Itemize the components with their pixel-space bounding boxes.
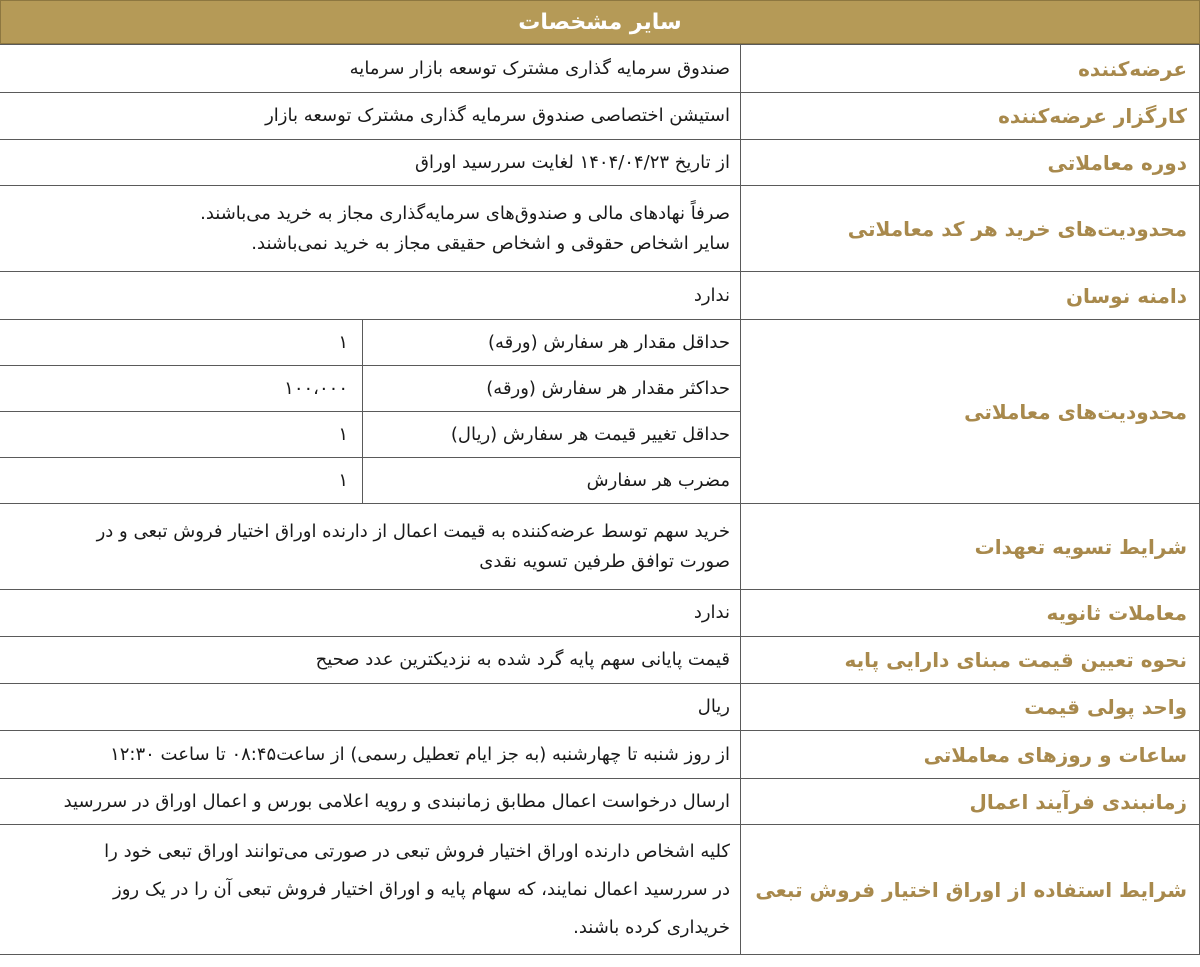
row-value-currency: ریال (0, 684, 741, 731)
text-line: خرید سهم توسط عرضه‌کننده به قیمت اعمال از دارنده اوراق اختیار فروش تبعی و در (96, 520, 730, 542)
table-row (0, 825, 1200, 955)
row-label-settlement: شرایط تسویه تعهدات (741, 504, 1200, 590)
row-value-price-range: ندارد (0, 272, 741, 320)
table-row (0, 320, 1200, 366)
row-value-exercise-schedule: ارسال درخواست اعمال مطابق زمانبندی و رویه اعلامی بورس و اعمال اوراق در سررسید (0, 779, 741, 825)
limit-name: حداقل تغییر قیمت هر سفارش (ریال) (363, 412, 741, 458)
row-label-currency: واحد پولی قیمت (741, 684, 1200, 731)
row-label-secondary: معاملات ثانویه (741, 590, 1200, 637)
table-row (0, 45, 1200, 93)
table-row (0, 684, 1200, 731)
row-label-purchase-limits: محدودیت‌های خرید هر کد معاملاتی (741, 186, 1200, 272)
row-value-settlement (0, 504, 741, 590)
table-row (0, 731, 1200, 779)
table-row (0, 272, 1200, 320)
row-value-broker: استیشن اختصاصی صندوق سرمایه گذاری مشترک توسعه بازار (0, 93, 741, 140)
text-line: صرفاً نهادهای مالی و صندوق‌های سرمایه‌گذاری مجاز به خرید می‌باشند. (200, 202, 730, 224)
row-value-base-price: قیمت پایانی سهم پایه گرد شده به نزدیکترین عدد صحیح (0, 637, 741, 684)
row-value-trading-hours: از روز شنبه تا چهارشنبه (به جز ایام تعطیل رسمی) از ساعت۰۸:۴۵ تا ساعت ۱۲:۳۰ (0, 731, 741, 779)
section-title: سایر مشخصات (0, 0, 1200, 44)
spec-table (0, 44, 1200, 955)
row-value-offerer: صندوق سرمایه گذاری مشترک توسعه بازار سرمایه (0, 45, 741, 93)
limit-value: ۱ (0, 458, 363, 504)
text-line: سایر اشخاص حقوقی و اشخاص حقیقی مجاز به خرید نمی‌باشند. (251, 232, 730, 254)
limit-value: ۱ (0, 320, 363, 366)
text-line: خریداری کرده باشند. (573, 916, 730, 938)
row-label-trading-hours: ساعات و روزهای معاملاتی (741, 731, 1200, 779)
text-line: کلیه اشخاص دارنده اوراق اختیار فروش تبعی در صورتی می‌توانند اوراق تبعی خود را (104, 840, 730, 862)
row-label-price-range: دامنه نوسان (741, 272, 1200, 320)
limit-value: ۱۰۰،۰۰۰ (0, 366, 363, 412)
row-value-trading-period: از تاریخ ۱۴۰۴/۰۴/۲۳ لغایت سررسید اوراق (0, 140, 741, 186)
table-row (0, 140, 1200, 186)
limit-name: حداکثر مقدار هر سفارش (ورقه) (363, 366, 741, 412)
text-line: صورت توافق طرفین تسویه نقدی (479, 550, 730, 572)
row-label-trading-limits: محدودیت‌های معاملاتی (741, 320, 1200, 504)
row-label-trading-period: دوره معاملاتی (741, 140, 1200, 186)
row-label-usage-conditions: شرایط استفاده از اوراق اختیار فروش تبعی (741, 825, 1200, 955)
text-line: در سررسید اعمال نمایند، که سهام پایه و اوراق اختیار فروش تبعی آن را در یک روز (113, 878, 730, 900)
table-row (0, 779, 1200, 825)
row-value-purchase-limits (0, 186, 741, 272)
limit-name: مضرب هر سفارش (363, 458, 741, 504)
row-label-base-price: نحوه تعیین قیمت مبنای دارایی پایه (741, 637, 1200, 684)
row-label-exercise-schedule: زمانبندی فرآیند اعمال (741, 779, 1200, 825)
row-label-offerer: عرضه‌کننده (741, 45, 1200, 93)
row-value-secondary: ندارد (0, 590, 741, 637)
table-row (0, 93, 1200, 140)
row-value-usage-conditions (0, 825, 741, 955)
row-label-broker: کارگزار عرضه‌کننده (741, 93, 1200, 140)
table-row (0, 504, 1200, 590)
table-row (0, 186, 1200, 272)
table-row (0, 637, 1200, 684)
limit-name: حداقل مقدار هر سفارش (ورقه) (363, 320, 741, 366)
table-row (0, 590, 1200, 637)
limit-value: ۱ (0, 412, 363, 458)
